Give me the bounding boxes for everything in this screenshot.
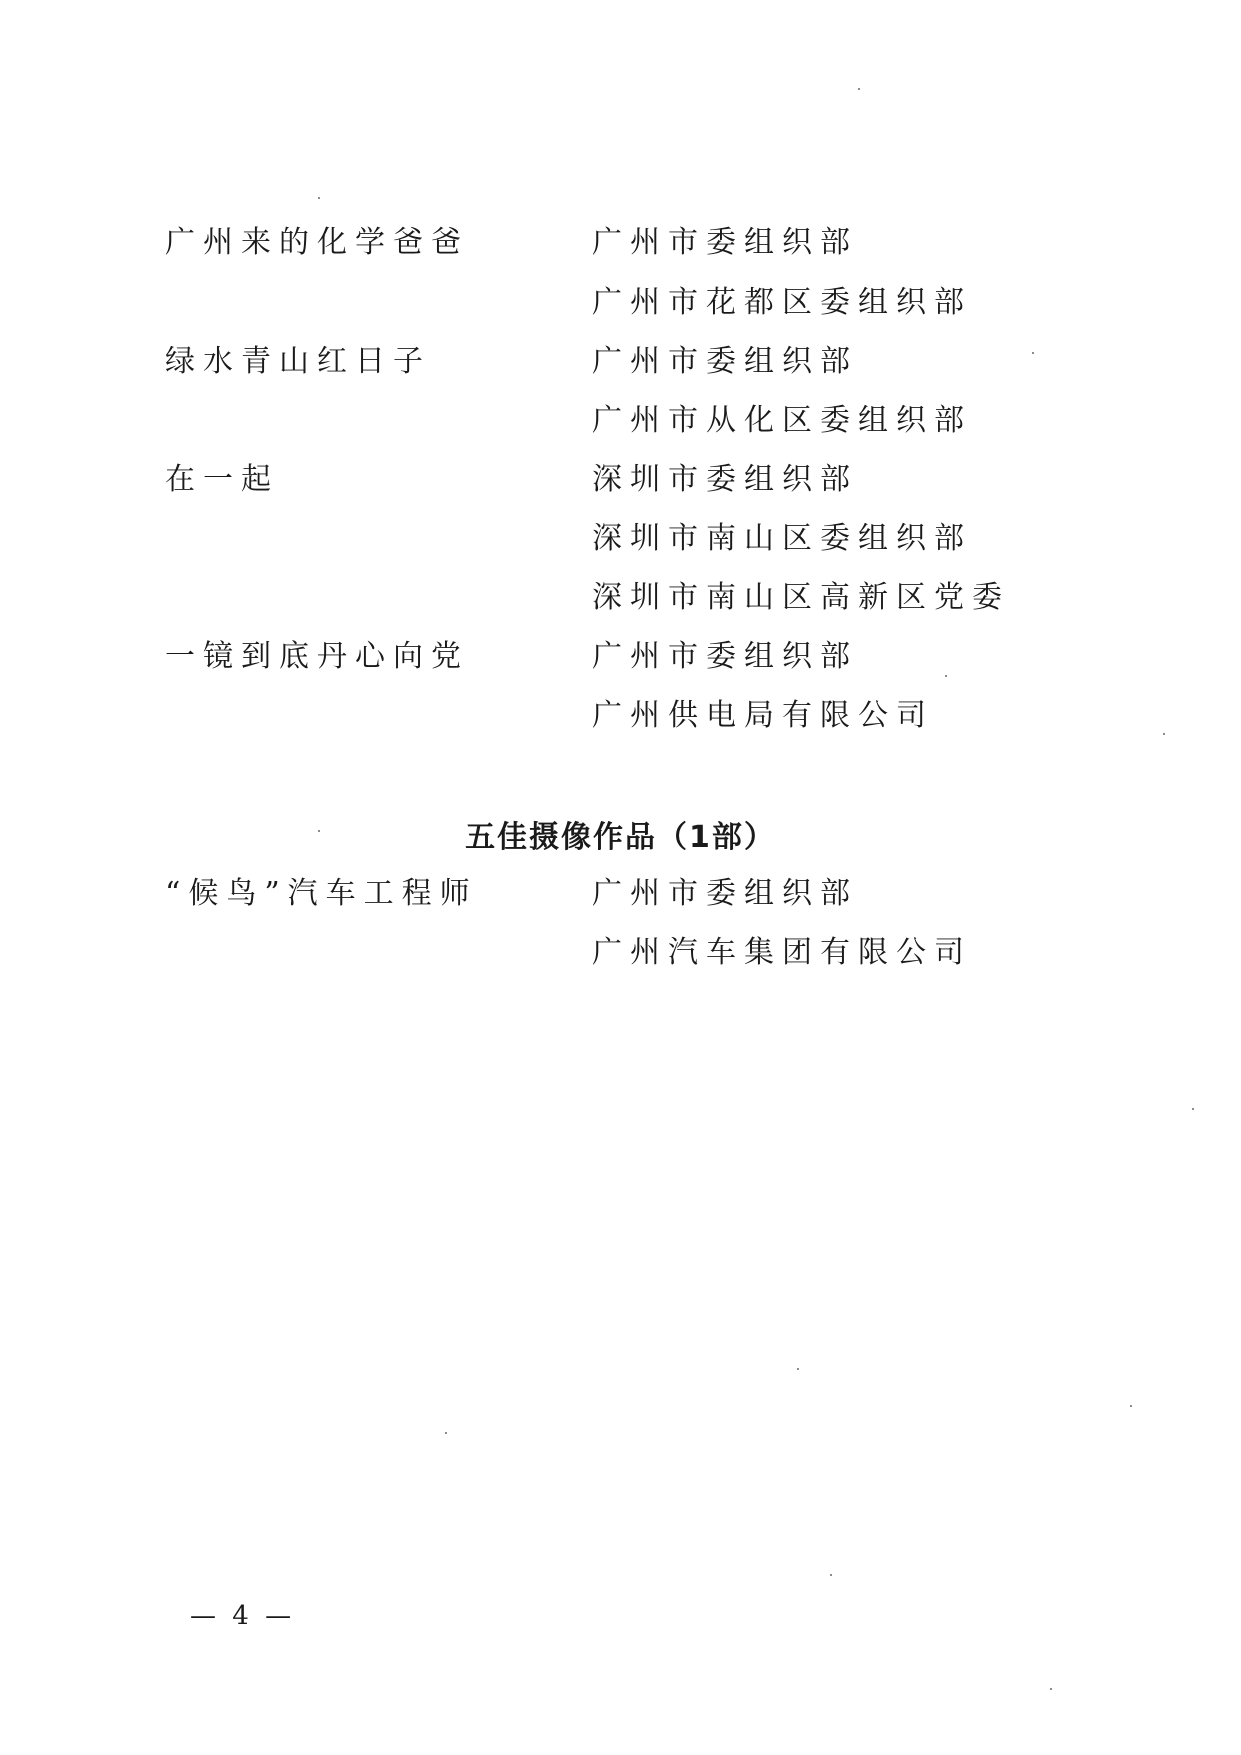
scan-speck	[1032, 352, 1034, 354]
entry-org: 广州市委组织部	[592, 344, 858, 379]
entry-org: 深圳市南山区委组织部	[592, 521, 972, 556]
entry-org: 深圳市南山区高新区党委	[592, 580, 1010, 615]
scan-speck	[945, 675, 947, 677]
entry-title: 在一起	[165, 462, 279, 497]
scan-speck	[318, 830, 320, 832]
scan-speck	[830, 1574, 832, 1576]
scan-speck	[1163, 733, 1165, 735]
entry-org: 广州市委组织部	[592, 225, 858, 260]
entry-org: 广州市委组织部	[592, 639, 858, 674]
scan-speck	[858, 88, 860, 90]
entry-title: 绿水青山红日子	[165, 344, 431, 379]
entry-org: 广州市委组织部	[592, 876, 858, 911]
entry-org: 深圳市委组织部	[592, 462, 858, 497]
entry-title: 一镜到底丹心向党	[165, 639, 469, 674]
scan-speck	[1130, 1405, 1132, 1407]
entry-title: 广州来的化学爸爸	[165, 225, 469, 260]
page-number: — 4 —	[190, 1601, 296, 1631]
entry-title: “候鸟”汽车工程师	[165, 876, 478, 911]
scan-speck	[1192, 1108, 1194, 1110]
scan-speck	[318, 197, 320, 199]
scan-speck	[797, 1368, 799, 1370]
entry-org: 广州市从化区委组织部	[592, 403, 972, 438]
scan-speck	[1050, 1688, 1052, 1690]
scan-speck	[445, 1432, 447, 1434]
entry-org: 广州供电局有限公司	[592, 698, 934, 733]
section-heading: 五佳摄像作品（1部）	[465, 820, 776, 855]
entry-org: 广州市花都区委组织部	[592, 285, 972, 320]
entry-org: 广州汽车集团有限公司	[592, 935, 972, 970]
